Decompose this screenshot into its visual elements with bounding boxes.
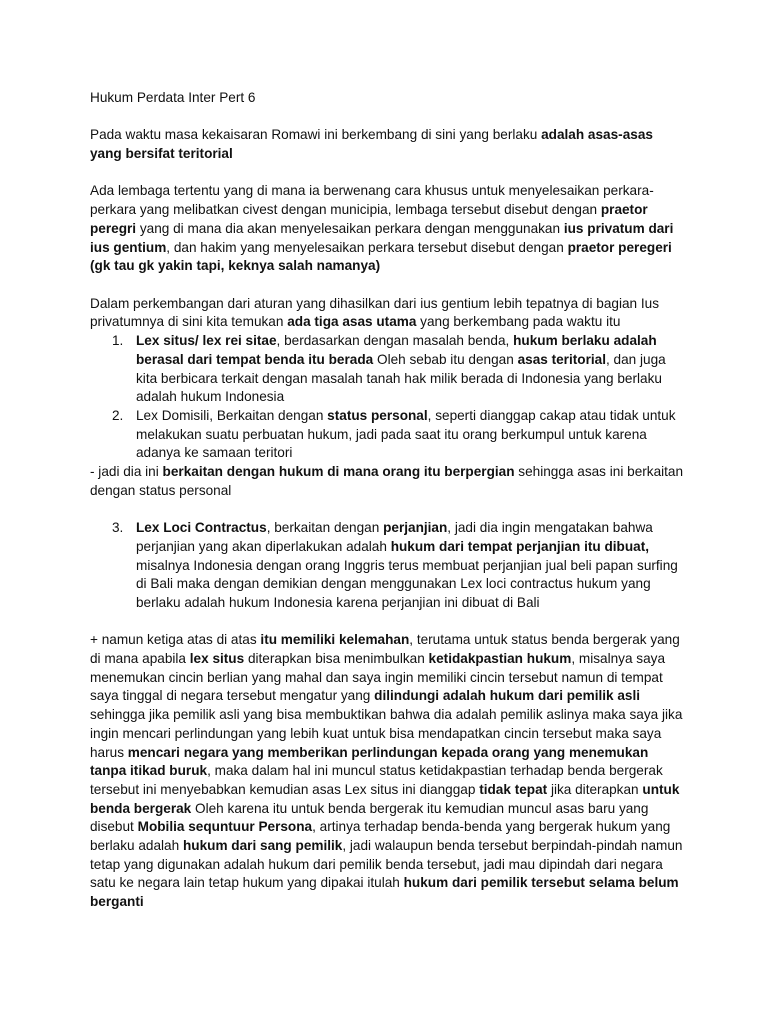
- document-title: Hukum Perdata Inter Pert 6: [90, 90, 256, 105]
- bold-text: adalah asas-asas yang bersifat teritorial: [90, 127, 653, 162]
- bold-text: perjanjian: [383, 520, 448, 536]
- text: , seperti dianggap cakap atau tidak untuk melakukan suatu perbuatan hukum, jadi pada saat itu orang berkumpul untuk karena adanya ke samaan teritori: [136, 407, 676, 461]
- paragraph-three-principles: [90, 295, 686, 332]
- bold-text: Lex Loci Contractus: [136, 520, 267, 536]
- bold-text: mencari negara yang memberikan perlindungan kepada orang yang menemukan tanpa itikad buruk: [90, 744, 649, 779]
- spacer: [90, 164, 686, 183]
- list-item-text: [136, 408, 676, 460]
- principles-list-continued: [90, 519, 686, 613]
- text: jika diterapkan: [547, 781, 643, 797]
- bold-text: tidak tepat: [479, 781, 548, 797]
- text: , berdasarkan dengan masalah benda,: [276, 333, 514, 349]
- spacer: [90, 276, 686, 295]
- text: Lex Domisili, Berkaitan dengan: [136, 407, 328, 423]
- bold-text: hukum dari tempat perjanjian itu dibuat,: [390, 538, 650, 554]
- text: , berkaitan dengan: [266, 520, 384, 536]
- bold-text: ada tiga asas utama: [287, 314, 417, 330]
- bold-text: ius privatum dari ius gentium: [90, 220, 674, 255]
- bold-text: Mobilia sequntuur Persona: [137, 819, 313, 835]
- text: diterapkan bisa menimbulkan: [244, 651, 429, 667]
- list-item-lex-situs: [90, 332, 686, 407]
- list-number: 1.: [112, 333, 124, 349]
- principles-list: [90, 332, 686, 463]
- paragraph-weakness: [90, 631, 686, 912]
- text: , terutama untuk status benda bergerak yang di mana apabila: [90, 632, 680, 667]
- text: , jadi dia ingin mengatakan bahwa perjanjian yang akan diperlakukan adalah: [136, 520, 653, 554]
- text: misalnya Indonesia dengan orang Inggris terus membuat perjanjian jual beli papan surfing di Bali maka dengan demikian dengan menggunakan Lex loci contractus hukum yang berlaku adalah hukum Indonesia karena perjanjian ini dibuat di Bali: [136, 557, 678, 610]
- text: , dan juga kita berbicara terkait dengan masalah tanah hak milik berada di Indonesia yang berlaku adalah hukum Indonesia: [136, 351, 666, 405]
- bold-text: praetor peregeri (gk tau gk yakin tapi, keknya salah namanya): [90, 239, 672, 274]
- bold-text: untuk benda bergerak: [90, 781, 680, 816]
- bold-text: dilindungi adalah hukum dari pemilik asli: [374, 688, 641, 704]
- spacer: [90, 108, 686, 127]
- bold-text: asas teritorial: [517, 351, 606, 367]
- spacer: [90, 500, 686, 519]
- bold-text: ketidakpastian hukum: [428, 651, 572, 667]
- bold-text: hukum berlaku adalah berasal dari tempat benda itu berada: [136, 333, 657, 367]
- text: Ada lembaga tertentu yang di mana ia berwenang cara khusus untuk menyelesaikan perkara-perkara yang melibatkan civest dengan municipia, lembaga tersebut disebut dengan: [90, 183, 654, 218]
- bold-text: hukum dari sang pemilik: [182, 838, 343, 854]
- document-page: [90, 89, 686, 912]
- spacer: [90, 613, 686, 632]
- text: , maka dalam hal ini muncul status ketidakpastian terhadap benda bergerak tersebut ini menyebabkan kemudian asas Lex situs ini dianggap: [90, 763, 663, 797]
- list-number: 3.: [112, 520, 124, 536]
- bold-text: berkaitan dengan hukum di mana orang itu berpergian: [162, 464, 515, 480]
- bold-text: Lex situs/ lex rei sitae: [136, 333, 277, 349]
- bold-text: hukum dari pemilik tersebut selama belum berganti: [90, 875, 679, 910]
- text: Dalam perkembangan dari aturan yang dihasilkan dari ius gentium lebih tepatnya di bagian Ius privatumnya di sini kita temukan: [90, 295, 660, 330]
- list-item-text: [136, 333, 666, 404]
- bold-text: praetor peregri: [90, 202, 648, 236]
- text: yang berkembang pada waktu itu: [416, 314, 621, 330]
- text: , jadi walaupun benda tersebut berpindah-pindah namun tetap yang digunakan adalah hukum dari pemilik benda tersebut, jadi mau dipindah dari negara satu ke negara lain tetap hukum yang dipakai itulah: [90, 838, 683, 891]
- text: + namun ketiga atas di atas: [90, 632, 261, 648]
- list-number: 2.: [112, 407, 124, 423]
- list-item-lex-domisili: [90, 407, 686, 463]
- text: sehingga jika pemilik asli yang bisa membuktikan bahwa dia adalah pemilik aslinya maka saya jika ingin mencari perlindungan yang lebih kuat untuk bisa mendapatkan cincin tersebut maka saya harus: [90, 707, 683, 760]
- paragraph-praetor: [90, 182, 686, 276]
- text: Oleh sebab itu dengan: [373, 351, 518, 367]
- text: Pada waktu masa kekaisaran Romawi ini berkembang di sini yang berlaku: [90, 127, 542, 143]
- paragraph-roman-era: [90, 126, 686, 163]
- list-item-text: [136, 520, 678, 610]
- text: sehingga asas ini berkaitan dengan status personal: [90, 464, 684, 498]
- note-lex-domisili: [90, 463, 686, 500]
- bold-text: lex situs: [189, 651, 245, 667]
- bold-text: itu memiliki kelemahan: [260, 632, 410, 648]
- text: , misalnya saya menemukan cincin berlian yang mahal dan saya ingin memiliki cincin tersebut namun di tempat saya tinggal di negara tersebut mengatur yang: [90, 651, 666, 704]
- text: - jadi dia ini: [90, 464, 163, 480]
- text: , artinya terhadap benda-benda yang bergerak hukum yang berlaku adalah: [90, 819, 671, 854]
- text: Oleh karena itu untuk benda bergerak itu kemudian muncul asas baru yang disebut: [90, 800, 649, 835]
- list-item-lex-loci-contractus: [90, 519, 686, 613]
- text: yang di mana dia akan menyelesaikan perkara dengan menggunakan: [136, 220, 564, 236]
- bold-text: status personal: [327, 407, 428, 423]
- text: , dan hakim yang menyelesaikan perkara tersebut disebut dengan: [166, 239, 568, 255]
